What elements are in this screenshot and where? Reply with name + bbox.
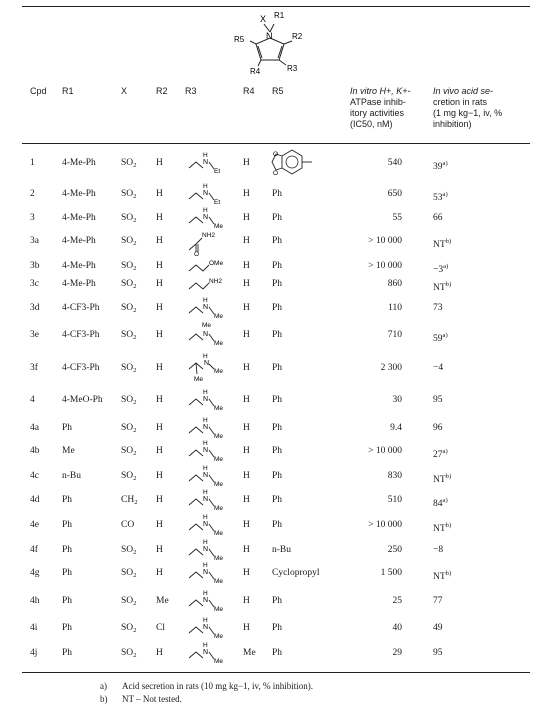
svg-text:N: N <box>203 496 209 503</box>
svg-text:Et: Et <box>214 199 221 206</box>
cell-cpd: 3d <box>30 303 40 313</box>
svg-text:N: N <box>204 360 210 367</box>
r3-substituent-ch2nhme <box>187 295 245 321</box>
header-invitro-line-4: (IC50, nM) <box>350 119 393 129</box>
header-invitro-line-3: itory activities <box>350 108 405 118</box>
cell-r2: H <box>156 158 163 168</box>
cell-x: $SO_2$ <box>121 189 137 200</box>
header-r3: R3 <box>185 86 197 96</box>
cell-r1: Ph <box>62 648 73 658</box>
cell-cpd: 3 <box>30 213 35 223</box>
table-bottom-rule <box>22 672 530 673</box>
cell-cpd: 4 <box>30 395 35 405</box>
svg-text:Me: Me <box>214 606 224 613</box>
cell-invivo-footnote-mark: b) <box>445 281 452 288</box>
cell-x: $SO_2$ <box>121 236 137 247</box>
cell-r2: H <box>156 303 163 313</box>
svg-text:H: H <box>203 183 208 190</box>
cell-r2: H <box>156 520 163 530</box>
r5-label: R5 <box>234 35 245 44</box>
header-invivo-line-3: (1 mg kg−1, iv, % <box>433 108 503 118</box>
cell-ic50: 650 <box>387 189 402 199</box>
cell-r1: 4-Me-Ph <box>62 213 96 223</box>
cell-invivo-footnote-mark: b) <box>445 473 452 480</box>
r3-substituent-ch2nhme <box>187 387 245 413</box>
cell-r4: H <box>243 189 250 199</box>
svg-text:H: H <box>203 562 208 569</box>
cell-r4: H <box>243 363 250 373</box>
cell-invivo-footnote-mark: b) <box>445 570 452 577</box>
r3-label: R3 <box>287 64 298 73</box>
cell-cpd: 3f <box>30 363 38 373</box>
cell-r4: H <box>243 303 250 313</box>
svg-text:N: N <box>203 624 209 631</box>
svg-text:N: N <box>203 569 209 576</box>
r3-substituent-ch2nhme <box>187 463 245 489</box>
cell-invivo-footnote-mark: a) <box>442 160 448 167</box>
cell-r2: Cl <box>156 623 165 633</box>
header-invivo-line-2: cretion in rats <box>433 97 488 107</box>
cell-invivo: 66 <box>433 213 443 223</box>
cell-ic50: 250 <box>387 545 402 555</box>
cell-invivo: 95 <box>433 395 443 405</box>
cell-ic50: 25 <box>392 596 402 606</box>
r3-substituent-ch2nhme <box>187 487 245 513</box>
cell-r1: 4-CF3-Ph <box>62 303 100 313</box>
cell-cpd: 3a <box>30 236 39 246</box>
cell-cpd: 4g <box>30 568 40 578</box>
cell-x: $SO_2$ <box>121 158 137 169</box>
svg-text:H: H <box>203 590 208 597</box>
cell-r1: Ph <box>62 520 73 530</box>
svg-text:O: O <box>194 251 200 258</box>
cell-r5: Ph <box>272 363 283 373</box>
svg-text:NH2: NH2 <box>209 278 223 285</box>
cell-invivo-footnote-mark: a) <box>442 332 448 339</box>
cell-x: $SO_2$ <box>121 330 137 341</box>
svg-text:H: H <box>203 539 208 546</box>
header-r5: R5 <box>272 86 284 96</box>
cell-r2: H <box>156 279 163 289</box>
header-invitro <box>350 86 411 130</box>
svg-text:H: H <box>203 642 208 649</box>
cell-r2: H <box>156 545 163 555</box>
r3-substituent-ch2nhme <box>187 438 245 464</box>
svg-text:H: H <box>203 440 208 447</box>
cell-ic50: 830 <box>387 471 402 481</box>
cell-r4: H <box>243 236 250 246</box>
cell-ic50: 29 <box>392 648 402 658</box>
svg-text:Me: Me <box>214 313 224 320</box>
svg-text:O: O <box>273 170 279 177</box>
svg-text:Me: Me <box>214 658 224 665</box>
cell-ic50: 55 <box>392 213 402 223</box>
cell-r1: Ph <box>62 423 73 433</box>
cell-ic50: > 10 000 <box>368 520 402 530</box>
cell-r5: Ph <box>272 520 283 530</box>
cell-r2: H <box>156 495 163 505</box>
cell-ic50: 1 500 <box>380 568 402 578</box>
cell-r5: Ph <box>272 596 283 606</box>
cell-x: $SO_2$ <box>121 471 137 482</box>
r4-label: R4 <box>250 67 261 76</box>
cell-r1: Ph <box>62 596 73 606</box>
cell-r2: H <box>156 189 163 199</box>
cell-r1: 4-CF3-Ph <box>62 330 100 340</box>
cell-invivo: NT$^{b)}$ <box>433 238 452 250</box>
cell-cpd: 4f <box>30 545 38 555</box>
cell-r2: H <box>156 471 163 481</box>
svg-text:Me: Me <box>202 322 212 329</box>
svg-text:H: H <box>203 152 208 159</box>
cell-x: $SO_2$ <box>121 568 137 579</box>
cell-r4: Me <box>243 648 256 658</box>
svg-text:N: N <box>203 597 209 604</box>
cell-cpd: 3c <box>30 279 39 289</box>
cell-r1: 4-Me-Ph <box>62 261 96 271</box>
cell-cpd: 4c <box>30 471 39 481</box>
cell-ic50: 540 <box>387 158 402 168</box>
svg-text:N: N <box>203 304 209 311</box>
cell-r1: 4-Me-Ph <box>62 279 96 289</box>
pyrrole-core-structure <box>234 8 310 80</box>
svg-text:H: H <box>203 207 208 214</box>
svg-text:H: H <box>203 389 208 396</box>
benzodioxole-structure <box>272 146 324 180</box>
svg-text:N: N <box>203 159 209 166</box>
cell-invivo: NT$^{b)}$ <box>433 281 452 293</box>
cell-x: $SO_2$ <box>121 545 137 556</box>
header-invivo-line-1: In vivo acid se- <box>433 86 494 96</box>
r2-label: R2 <box>292 32 303 41</box>
cell-r2: H <box>156 395 163 405</box>
r3-substituent-ch2nhme <box>187 512 245 538</box>
cell-r2: H <box>156 330 163 340</box>
cell-x: $SO_2$ <box>121 261 137 272</box>
cell-invivo: NT$^{b)}$ <box>433 570 452 582</box>
cell-x: $SO_2$ <box>121 446 137 457</box>
cell-r4: H <box>243 471 250 481</box>
cell-invivo-footnote-mark: b) <box>445 238 452 245</box>
cell-x: $SO_2$ <box>121 623 137 634</box>
cell-r4: H <box>243 623 250 633</box>
header-bottom-rule <box>22 143 530 144</box>
cell-ic50: > 10 000 <box>368 236 402 246</box>
cell-ic50: 2 300 <box>380 363 402 373</box>
cell-x: $SO_2$ <box>121 363 137 374</box>
cell-r4: H <box>243 446 250 456</box>
r3-substituent-ch2nhet <box>187 181 245 207</box>
svg-text:H: H <box>203 514 208 521</box>
cell-r1: 4-CF3-Ph <box>62 363 100 373</box>
cell-r2: Me <box>156 596 169 606</box>
cell-r5: Ph <box>272 623 283 633</box>
cell-r2: H <box>156 363 163 373</box>
cell-r5: Ph <box>272 648 283 658</box>
cell-r4: H <box>243 520 250 530</box>
cell-r2: H <box>156 261 163 271</box>
cell-r4: H <box>243 213 250 223</box>
cell-r1: 4-Me-Ph <box>62 236 96 246</box>
svg-text:Me: Me <box>214 433 224 440</box>
cell-cpd: 4d <box>30 495 40 505</box>
cell-r5: Ph <box>272 423 283 433</box>
header-invitro-line-1: In vitro H+, K+- <box>350 86 411 96</box>
header-r1: R1 <box>62 86 74 96</box>
cell-r1: Ph <box>62 623 73 633</box>
svg-text:N: N <box>203 331 209 338</box>
cell-r5: Ph <box>272 213 283 223</box>
cell-cpd: 4h <box>30 596 40 606</box>
svg-text:Me: Me <box>214 633 224 640</box>
cell-invivo-footnote-mark: a) <box>443 263 449 270</box>
cell-invivo: 53$^{a)}$ <box>433 191 448 203</box>
r3-substituent-ch2nhme <box>187 640 245 666</box>
cell-r2: H <box>156 648 163 658</box>
cell-r1: Ph <box>62 545 73 555</box>
cell-r5: Ph <box>272 471 283 481</box>
cell-cpd: 2 <box>30 189 35 199</box>
svg-text:N: N <box>203 472 209 479</box>
cell-invivo: 59$^{a)}$ <box>433 332 448 344</box>
cell-cpd: 4b <box>30 446 40 456</box>
svg-text:Me: Me <box>194 376 204 383</box>
svg-text:N: N <box>203 424 209 431</box>
cell-ic50: 9.4 <box>390 423 402 433</box>
cell-invivo-footnote-mark: b) <box>445 522 452 529</box>
cell-x: CO <box>121 520 135 530</box>
cell-r5: Ph <box>272 446 283 456</box>
cell-r5: Ph <box>272 189 283 199</box>
svg-text:N: N <box>203 649 209 656</box>
cell-r1: 4-Me-Ph <box>62 189 96 199</box>
cell-cpd: 4a <box>30 423 39 433</box>
cell-r2: H <box>156 236 163 246</box>
cell-ic50: 110 <box>388 303 402 313</box>
cell-ic50: > 10 000 <box>368 446 402 456</box>
svg-text:N: N <box>203 214 209 221</box>
cell-invivo: 39$^{a)}$ <box>433 160 448 172</box>
cell-r5: Ph <box>272 395 283 405</box>
svg-text:O: O <box>273 151 279 158</box>
svg-text:Me: Me <box>214 530 224 537</box>
svg-text:H: H <box>203 465 208 472</box>
cell-r4: H <box>243 330 250 340</box>
svg-text:Me: Me <box>214 578 224 585</box>
cell-r1: Ph <box>62 495 73 505</box>
table-top-rule <box>22 6 530 7</box>
header-invivo <box>433 86 502 130</box>
r3-substituent-ch(me)nhme <box>187 355 245 381</box>
svg-text:H: H <box>203 353 208 360</box>
svg-text:Me: Me <box>214 555 224 562</box>
svg-text:OMe: OMe <box>209 260 224 267</box>
footnote-b-mark: b) <box>100 694 108 704</box>
cell-r5: Ph <box>272 495 283 505</box>
svg-text:Me: Me <box>214 223 224 230</box>
svg-text:Et: Et <box>214 168 221 175</box>
cell-r4: H <box>243 423 250 433</box>
svg-text:Me: Me <box>214 456 224 463</box>
cell-r5: Ph <box>272 236 283 246</box>
cell-r5: Ph <box>272 279 283 289</box>
cell-invivo-footnote-mark: a) <box>442 448 448 455</box>
cell-cpd: 3e <box>30 330 39 340</box>
cell-invivo: 77 <box>433 596 443 606</box>
cell-invivo: NT$^{b)}$ <box>433 473 452 485</box>
svg-text:Me: Me <box>214 481 224 488</box>
header-r4: R4 <box>243 86 255 96</box>
r3-substituent-ch2nme2 <box>187 322 245 348</box>
svg-text:H: H <box>203 417 208 424</box>
footnote-a-mark: a) <box>100 681 107 691</box>
cell-cpd: 4e <box>30 520 39 530</box>
footnote-b-text: NT – Not tested. <box>122 694 182 704</box>
cell-r5: Ph <box>272 330 283 340</box>
r3-substituent-ch2nhme <box>187 588 245 614</box>
r3-substituent-ch2nhme <box>187 615 245 641</box>
cell-r1: 4-Me-Ph <box>62 158 96 168</box>
svg-text:H: H <box>203 617 208 624</box>
header-invitro-line-2: ATPase inhib- <box>350 97 406 107</box>
cell-r2: H <box>156 213 163 223</box>
cell-invivo: −8 <box>433 545 444 555</box>
footnote-a-text: Acid secretion in rats (10 mg kg−1, iv, % inhibition). <box>122 681 313 691</box>
cell-r4: H <box>243 568 250 578</box>
svg-text:N: N <box>203 546 209 553</box>
cell-r4: H <box>243 545 250 555</box>
header-cpd: Cpd <box>30 86 47 96</box>
cell-r1: 4-MeO-Ph <box>62 395 103 405</box>
r1-label: R1 <box>274 11 285 20</box>
svg-text:H: H <box>203 297 208 304</box>
cell-invivo: −4 <box>433 363 444 373</box>
cell-invivo: 27$^{a)}$ <box>433 448 448 460</box>
cell-r2: H <box>156 568 163 578</box>
cell-ic50: 30 <box>392 395 402 405</box>
cell-invivo: $-3^{a)}$ <box>433 263 449 275</box>
cell-x: $SO_2$ <box>121 596 137 607</box>
cell-invivo-footnote-mark: a) <box>442 191 448 198</box>
cell-r4: H <box>243 279 250 289</box>
cell-cpd: 1 <box>30 158 35 168</box>
header-r2: R2 <box>156 86 168 96</box>
cell-x: $SO_2$ <box>121 423 137 434</box>
r3-substituent-ch2nhet <box>187 150 245 176</box>
r3-substituent-ch2nhme <box>187 560 245 586</box>
cell-r4: H <box>243 395 250 405</box>
cell-ic50: > 10 000 <box>368 261 402 271</box>
cell-invivo: 73 <box>433 303 443 313</box>
cell-r1: Me <box>62 446 75 456</box>
cell-x: $SO_2$ <box>121 279 137 290</box>
svg-text:Me: Me <box>214 405 224 412</box>
cell-ic50: 860 <box>387 279 402 289</box>
cell-invivo: 96 <box>433 423 443 433</box>
cell-r5: Ph <box>272 261 283 271</box>
n-label: N <box>266 31 273 41</box>
cell-cpd: 3b <box>30 261 40 271</box>
cell-r1: n-Bu <box>62 471 81 481</box>
svg-text:N: N <box>203 190 209 197</box>
r3-substituent-ch2ch2nh2 <box>187 271 245 297</box>
svg-text:N: N <box>203 521 209 528</box>
cell-ic50: 710 <box>387 330 402 340</box>
svg-text:Me: Me <box>214 340 224 347</box>
cell-invivo-footnote-mark: a) <box>442 497 448 504</box>
cell-cpd: 4j <box>30 648 38 658</box>
cell-r2: H <box>156 446 163 456</box>
cell-r4: H <box>243 158 250 168</box>
header-x: X <box>121 86 128 96</box>
cell-invivo: NT$^{b)}$ <box>433 522 452 534</box>
svg-text:Me: Me <box>214 368 224 375</box>
cell-r1: Ph <box>62 568 73 578</box>
cell-invivo: 95 <box>433 648 443 658</box>
cell-r4: H <box>243 261 250 271</box>
x-label: X <box>260 14 267 24</box>
cell-x: $CH_2$ <box>121 495 138 506</box>
cell-r5: n-Bu <box>272 545 291 555</box>
cell-r5: Cyclopropyl <box>272 568 320 578</box>
pyrrole-ring <box>256 38 284 60</box>
svg-text:N: N <box>203 396 209 403</box>
svg-text:Me: Me <box>214 505 224 512</box>
cell-r4: H <box>243 495 250 505</box>
cell-ic50: 510 <box>387 495 402 505</box>
header-invivo-line-4: inhibition) <box>433 119 472 129</box>
cell-x: $SO_2$ <box>121 303 137 314</box>
svg-text:H: H <box>203 489 208 496</box>
cell-x: $SO_2$ <box>121 395 137 406</box>
cell-r2: H <box>156 423 163 433</box>
svg-text:NH2: NH2 <box>202 232 216 239</box>
cell-cpd: 4i <box>30 623 38 633</box>
cell-r5: Ph <box>272 303 283 313</box>
cell-invivo: 49 <box>433 623 443 633</box>
svg-text:N: N <box>203 447 209 454</box>
cell-r4: H <box>243 596 250 606</box>
cell-ic50: 40 <box>392 623 402 633</box>
cell-x: $SO_2$ <box>121 648 137 659</box>
cell-x: $SO_2$ <box>121 213 137 224</box>
cell-invivo: 84$^{a)}$ <box>433 497 448 509</box>
